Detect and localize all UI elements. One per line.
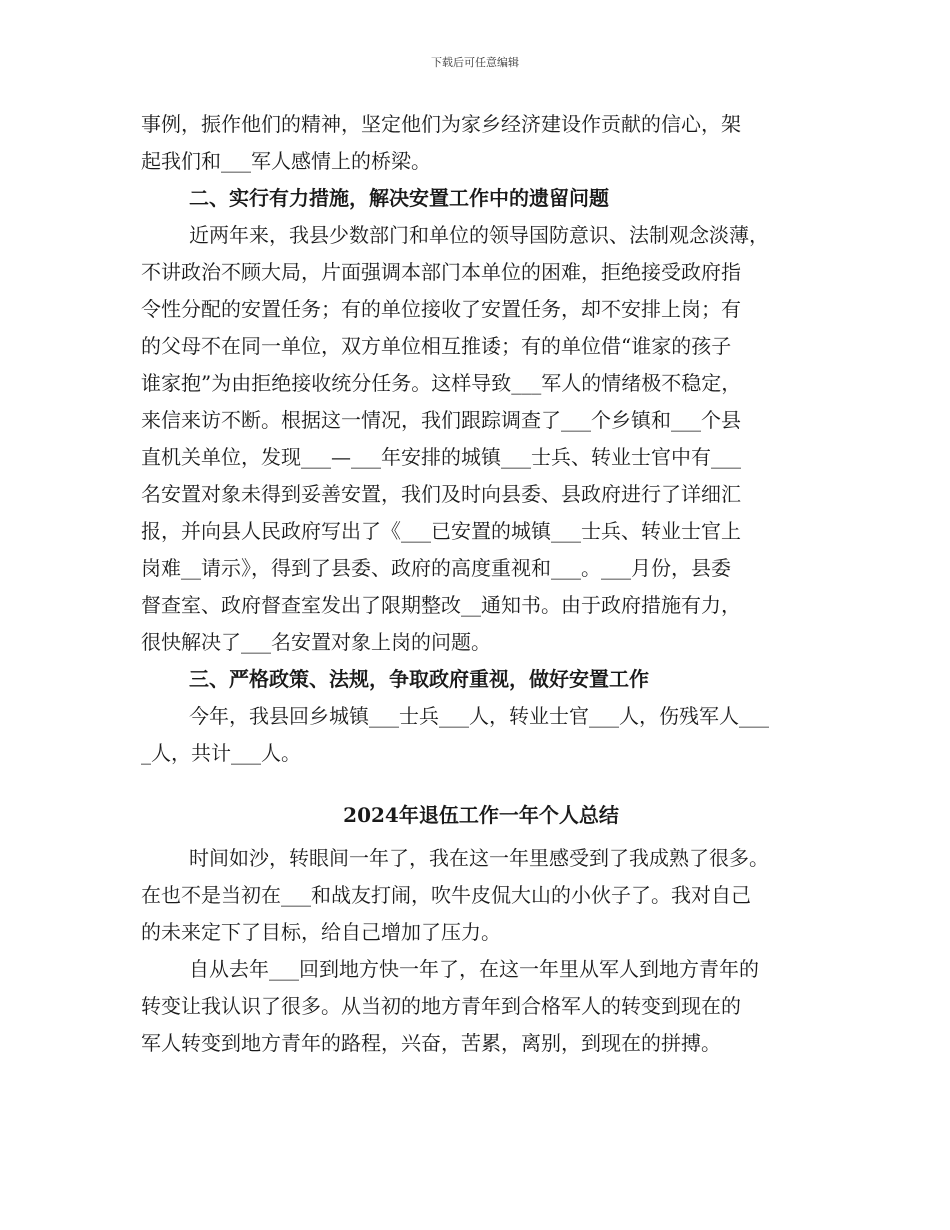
paragraph-line: 事例，振作他们的精神，坚定他们为家乡经济建设作贡献的信心，架 xyxy=(141,112,741,136)
paragraph-line: 起我们和___军人感情上的桥梁。 xyxy=(141,149,431,173)
paragraph-line: 军人转变到地方青年的路程，兴奋，苦累，离别，到现在的拼搏。 xyxy=(141,1031,721,1055)
paragraph-line: 近两年来，我县少数部门和单位的领导国防意识、法制观念淡薄， xyxy=(189,223,769,247)
paragraph-line: 自从去年___回到地方快一年了，在这一年里从军人到地方青年的 xyxy=(189,957,759,981)
section-heading: 三、严格政策、法规，争取政府重视，做好安置工作 xyxy=(189,667,649,691)
paragraph-line: 的父母不在同一单位，双方单位相互推诿；有的单位借“谁家的孩子 xyxy=(141,334,732,358)
document-title: 2024年退伍工作一年个人总结 xyxy=(343,803,619,827)
page-header: 下载后可任意编辑 xyxy=(431,56,519,69)
paragraph-line: 报，并向县人民政府写出了《___已安置的城镇___士兵、转业士官上 xyxy=(141,519,741,543)
paragraph-line: _人，共计___人。 xyxy=(141,741,301,765)
paragraph-line: 岗难__请示》，得到了县委、政府的高度重视和___。___月份，县委 xyxy=(141,556,731,580)
paragraph-line: 令性分配的安置任务；有的单位接收了安置任务，却不安排上岗；有 xyxy=(141,297,741,321)
paragraph-line: 转变让我认识了很多。从当初的地方青年到合格军人的转变到现在的 xyxy=(141,994,741,1018)
section-heading: 二、实行有力措施，解决安置工作中的遗留问题 xyxy=(189,186,609,210)
paragraph-line: 名安置对象未得到妥善安置，我们及时向县委、县政府进行了详细汇 xyxy=(141,482,741,506)
paragraph-line: 直机关单位，发现___—___年安排的城镇___士兵、转业士官中有___ xyxy=(141,445,741,469)
paragraph-line: 在也不是当初在___和战友打闹，吹牛皮侃大山的小伙子了。我对自己 xyxy=(141,883,751,907)
paragraph-line: 谁家抱”为由拒绝接收统分任务。这样导致___军人的情绪极不稳定， xyxy=(141,371,742,395)
paragraph-line: 时间如沙，转眼间一年了，我在这一年里感受到了我成熟了很多。 xyxy=(189,846,769,870)
paragraph-line: 今年，我县回乡城镇___士兵___人，转业士官___人，伤残军人___ xyxy=(189,704,769,728)
paragraph-line: 来信来访不断。根据这一情况，我们跟踪调查了___个乡镇和___个县 xyxy=(141,408,741,432)
paragraph-line: 的未来定下了目标，给自己增加了压力。 xyxy=(141,920,501,944)
document-body xyxy=(141,106,821,1062)
paragraph-line: 不讲政治不顾大局，片面强调本部门本单位的困难，拒绝接受政府指 xyxy=(141,260,741,284)
paragraph-line: 很快解决了___名安置对象上岗的问题。 xyxy=(141,630,491,654)
paragraph-line: 督查室、政府督查室发出了限期整改__通知书。由于政府措施有力， xyxy=(141,593,741,617)
